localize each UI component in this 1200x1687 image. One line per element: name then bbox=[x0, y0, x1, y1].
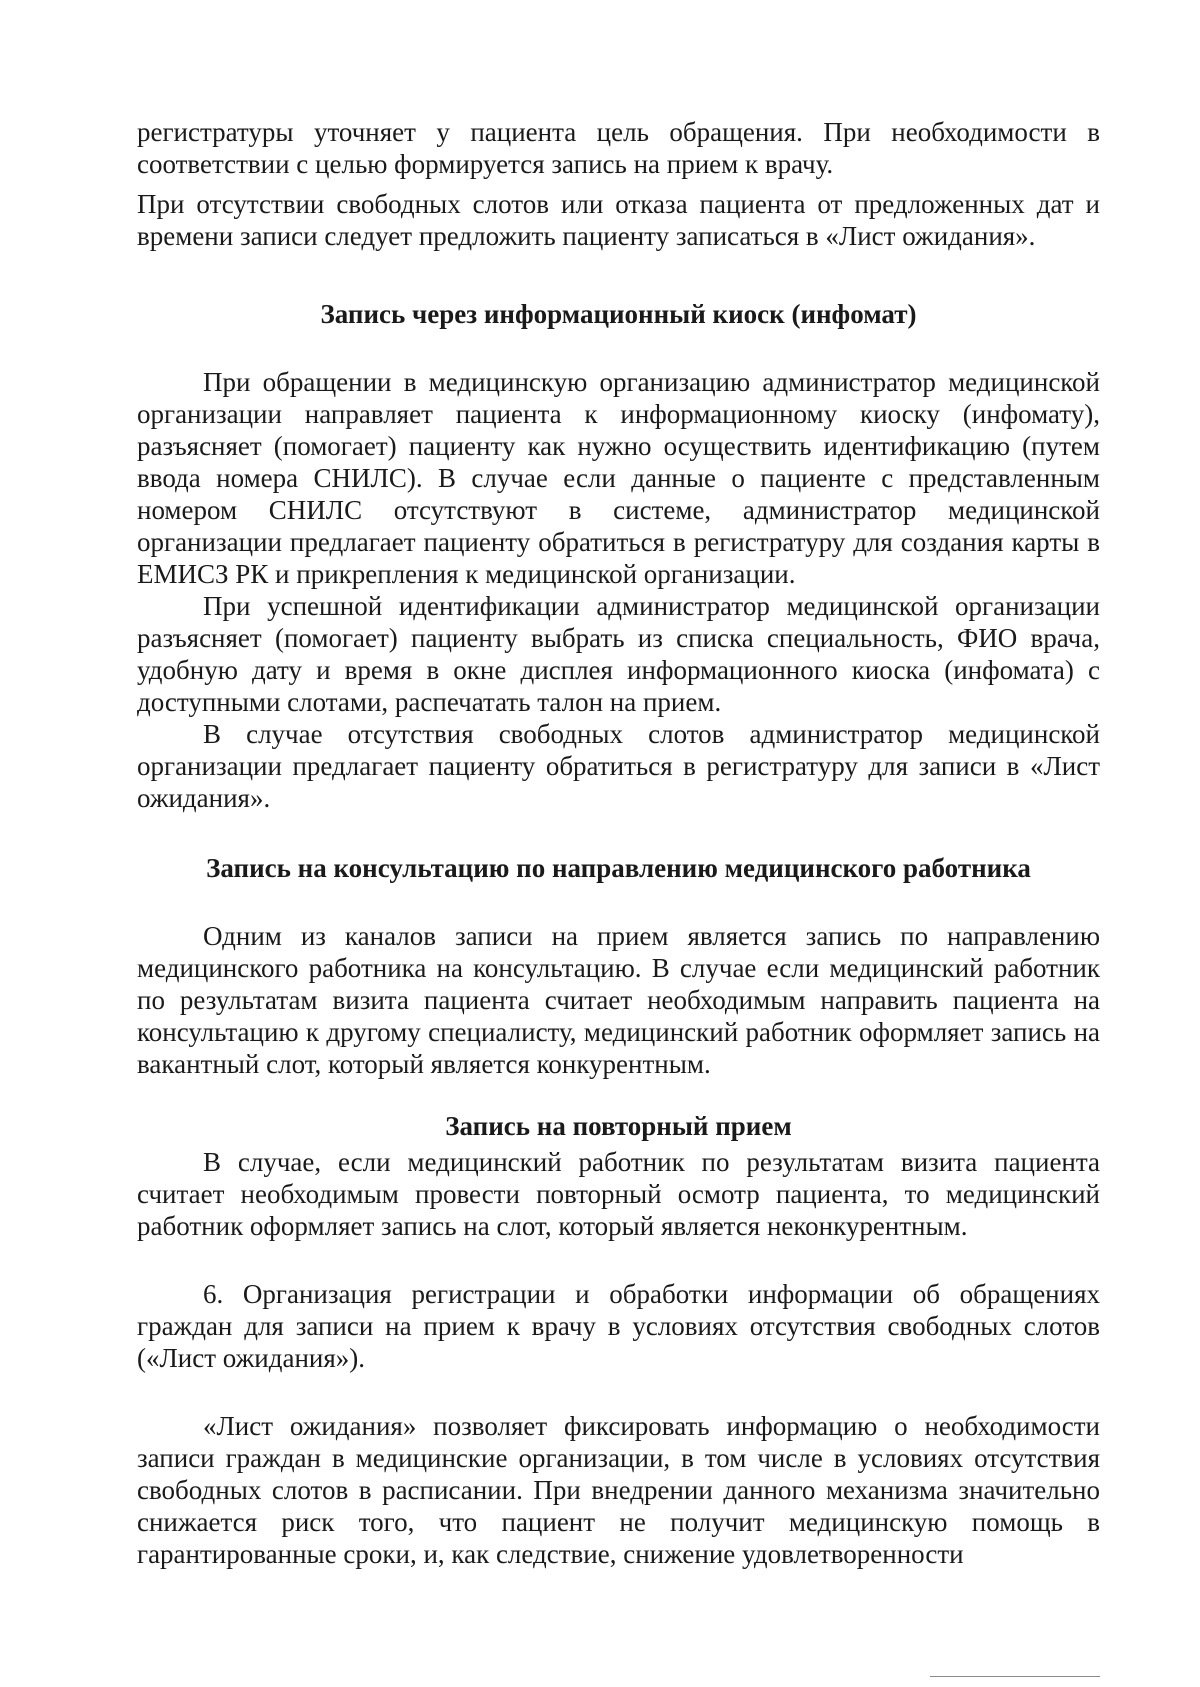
repeat-section-heading: Запись на повторный прием bbox=[445, 1111, 792, 1141]
kiosk-paragraph-2: При успешной идентификации администратор медицинской организации разъясняет (помогает) пациенту выбрать из списка специальность, ФИО врача, удобную дату и время в окне дисплея информационного киоска (инфомата) с доступными слотами, распечатать талон на прием. bbox=[137, 591, 1100, 717]
footer-rule bbox=[930, 1676, 1100, 1677]
kiosk-paragraph-3: В случае отсутствия свободных слотов администратор медицинской организации предлагает пациенту обратиться в регистратуру для записи в «Лист ожидания». bbox=[137, 719, 1100, 813]
kiosk-paragraph-1: При обращении в медицинскую организацию администратор медицинской организации направляет пациента к информационному киоску (инфомату), разъясняет (помогает) пациенту как нужно осуществить идентификацию (путем ввода номера СНИЛС). В случае если данные о пациенте с представленным номером СНИЛС отсутствуют в системе, администратор медицинской организации предлагает пациенту обратиться в регистратуру для создания карты в ЕМИСЗ РК и прикрепления к медицинской организации. bbox=[137, 367, 1100, 589]
intro-paragraph-1: регистратуры уточняет у пациента цель обращения. При необходимости в соответствии с целью формируется запись на прием к врачу. bbox=[137, 117, 1100, 179]
referral-paragraph-1: Одним из каналов записи на прием является запись по направлению медицинского работника на консультацию. В случае если медицинский работник по результатам визита пациента считает необходимым направить пациента на консультацию к другому специалисту, медицинский работник оформляет запись на вакантный слот, который является конкурентным. bbox=[137, 921, 1100, 1079]
intro-paragraph-2: При отсутствии свободных слотов или отказа пациента от предложенных дат и времени записи следует предложить пациенту записаться в «Лист ожидания». bbox=[137, 189, 1100, 251]
kiosk-section-heading: Запись через информационный киоск (инфомат) bbox=[320, 299, 917, 329]
section-6-paragraph-1: «Лист ожидания» позволяет фиксировать информацию о необходимости записи граждан в медицинские организации, в том числе в условиях отсутствия свободных слотов в расписании. При внедрении данного механизма значительно снижается риск того, что пациент не получит медицинскую помощь в гарантированные сроки, и, как следствие, снижение удовлетворенности bbox=[137, 1411, 1100, 1569]
document-body bbox=[137, 116, 1100, 1570]
referral-section-heading: Запись на консультацию по направлению медицинского работника bbox=[206, 853, 1031, 883]
section-6-title: 6. Организация регистрации и обработки информации об обращениях граждан для записи на прием к врачу в условиях отсутствия свободных слотов («Лист ожидания»). bbox=[137, 1279, 1100, 1373]
repeat-paragraph-1: В случае, если медицинский работник по результатам визита пациента считает необходимым провести повторный осмотр пациента, то медицинский работник оформляет запись на слот, который является неконкурентным. bbox=[137, 1147, 1100, 1241]
